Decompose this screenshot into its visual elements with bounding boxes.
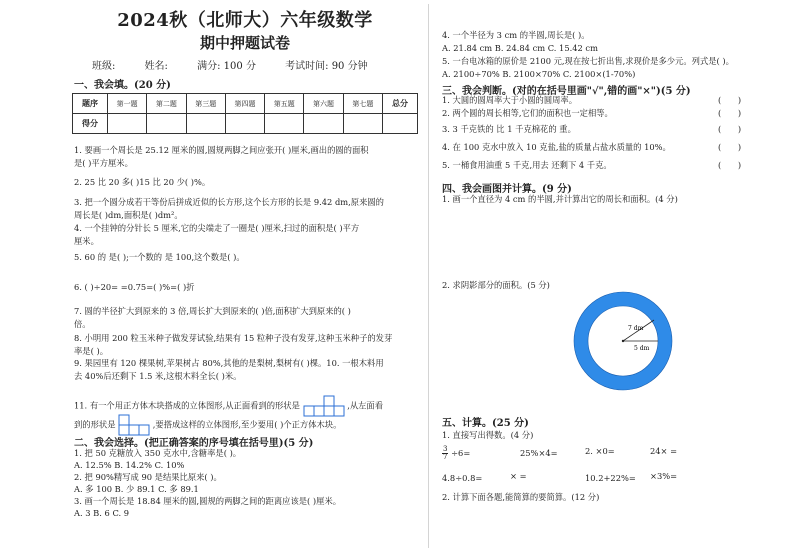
judge-q5-bracket[interactable]: ( ) <box>718 160 742 170</box>
column-divider <box>428 4 429 548</box>
fill-q2: 2. 25 比 20 多( )15 比 20 少( )%。 <box>74 177 211 187</box>
score-col: 第六题 <box>304 94 343 114</box>
calc-item <box>585 446 615 456</box>
exam-title: 2024秋（北师大）六年级数学 <box>117 10 373 31</box>
score-table-score-row <box>73 114 418 134</box>
score-col: 第二题 <box>147 94 186 114</box>
exam-subtitle: 期中押题试卷 <box>199 34 290 52</box>
score-cell[interactable] <box>304 114 343 134</box>
judge-q1-bracket[interactable]: ( ) <box>718 95 742 105</box>
meta-class: 班级: <box>92 61 116 72</box>
draw-q1: 1. 画一个直径为 4 cm 的半圆,并计算出它的周长和面积。(4 分) <box>442 194 678 204</box>
section-1-heading: 一、我会填。(20 分) <box>74 80 171 91</box>
left-view-blocks-icon <box>118 414 150 436</box>
judge-q2: 2. 两个圆的周长相等,它们的面积也一定相等。 <box>442 108 613 118</box>
score-cell[interactable] <box>225 114 264 134</box>
calc-item <box>650 471 677 481</box>
fill-q4-line2: 厘米。 <box>74 236 99 246</box>
judge-q3: 3. 3 千克铁的 比 1 千克棉花的 重。 <box>442 124 576 134</box>
judge-q2-bracket[interactable]: ( ) <box>718 108 742 118</box>
fill-q9-line2: 去 40%后还剩下 1.5 米,这根木料全长( )米。 <box>74 371 242 381</box>
ring-label-inner: 5 dm <box>634 345 650 352</box>
judge-q4-bracket[interactable]: ( ) <box>718 142 742 152</box>
shaded-ring-figure <box>572 290 674 392</box>
meta-time: 考试时间: 90 分钟 <box>285 61 368 72</box>
ring-label-outer: 7 dm <box>628 325 644 332</box>
score-cell[interactable] <box>383 114 418 134</box>
section-2-heading: 二、我会选择。(把正确答案的序号填在括号里)(5 分) <box>74 438 314 449</box>
choice-q1-options: A. 12.5% B. 14.2% C. 10% <box>74 460 185 470</box>
fill-q8-line1: 8. 小明用 200 粒玉米种子做发芽试验,结果有 15 粒种子没有发芽,这种玉米种子的发芽 <box>74 333 393 343</box>
fill-q3-line1: 3. 把一个圆分成若干等份后拼成近似的长方形,这个长方形的长是 9.42 dm,原来圆的 <box>74 197 384 207</box>
fill-q7-line2: 倍。 <box>74 319 91 329</box>
fill-q1-line1: 1. 要画一个周长是 25.12 厘米的圆,圆规两脚之间应张开( )厘米,画出的圆的面积 <box>74 145 369 155</box>
score-col: 第三题 <box>186 94 225 114</box>
calc-item-text: ÷6= <box>451 448 471 458</box>
score-cell[interactable] <box>186 114 225 134</box>
fill-q11-text: 11. 有一个用正方体木块搭成的立体图形,从正面看到的形状是 <box>74 400 300 411</box>
section-4-heading: 四、我会画图并计算。(9 分) <box>442 184 572 195</box>
calc-q2: 2. 计算下面各题,能简算的要简算。(12 分) <box>442 492 600 502</box>
fill-q5: 5. 60 的 是( );一个数的 是 100,这个数是( )。 <box>74 252 245 262</box>
fill-q11-text2: 到的形状是 <box>74 419 116 430</box>
calc-item-text: ×3%= <box>650 471 678 481</box>
score-col: 第五题 <box>265 94 304 114</box>
section-3-heading: 三、我会判断。(对的在括号里画"√",错的画"×")(5 分) <box>442 86 691 97</box>
calc-item <box>510 471 527 481</box>
score-row-label: 题序 <box>73 94 108 114</box>
score-cell[interactable] <box>147 114 186 134</box>
choice-q4: 4. 一个半径为 3 cm 的半圆,周长是( )。 <box>442 30 590 40</box>
choice-q2: 2. 把 90%精写成 90 是结果比原来( )。 <box>74 472 222 482</box>
calc-item-text: × = <box>510 471 527 481</box>
calc-item <box>442 446 470 461</box>
judge-q5: 5. 一桶食用油重 5 千克,用去 还剩下 4 千克。 <box>442 160 612 170</box>
fill-q11-text2-end: ,要搭成这样的立体图形,至少要用( )个正方体木块。 <box>152 419 342 430</box>
draw-q2: 2. 求阴影部分的面积。(5 分) <box>442 280 550 290</box>
choice-q2-options: A. 多 100 B. 少 89.1 C. 多 89.1 <box>74 484 199 494</box>
score-cell[interactable] <box>265 114 304 134</box>
score-total: 总分 <box>383 94 418 114</box>
score-row-label: 得分 <box>73 114 108 134</box>
fill-q4-line1: 4. 一个挂钟的分针长 5 厘米,它的尖端走了一圈是( )厘米,扫过的面积是( )平方 <box>74 223 360 233</box>
judge-q3-bracket[interactable]: ( ) <box>718 124 742 134</box>
section-5-heading: 五、计算。(25 分) <box>442 418 529 429</box>
student-meta <box>92 57 394 72</box>
calc-q1: 1. 直接写出得数。(4 分) <box>442 430 534 440</box>
ring-svg <box>572 290 674 392</box>
judge-q4: 4. 在 100 克水中放入 10 克盐,盐的质量占盐水质量的 10%。 <box>442 142 671 152</box>
choice-q5-options: A. 2100÷70% B. 2100×70% C. 2100×(1-70%) <box>442 69 636 79</box>
calc-item <box>650 446 677 456</box>
calc-item: 10.2+22%= <box>585 473 636 483</box>
fill-q1-line2: 是( )平方厘米。 <box>74 158 133 168</box>
fill-q11-line2 <box>74 414 341 436</box>
choice-q3: 3. 画一个周长是 18.84 厘米的圆,圆规的两脚之间的距离应该是( )厘米。 <box>74 496 342 506</box>
fill-q9-line1: 9. 果园里有 120 棵果树,苹果树占 80%,其他的是梨树,梨树有( )棵。10. 一根木料用 <box>74 358 384 368</box>
fraction: $\frac{3}{7}$ <box>443 445 448 461</box>
score-cell[interactable] <box>108 114 147 134</box>
choice-q4-options: A. 21.84 cm B. 24.84 cm C. 15.42 cm <box>442 43 598 53</box>
fill-q7-line1: 7. 圆的半径扩大到原来的 3 倍,周长扩大到原来的( )倍,面积扩大到原来的( ) <box>74 306 351 316</box>
fill-q8-line2: 率是( )。 <box>74 346 109 356</box>
score-col: 第七题 <box>343 94 382 114</box>
score-table-header-row <box>73 94 418 114</box>
fill-q6: 6. ( )÷20= =0.75=( )%=( )折 <box>74 282 195 292</box>
calc-item-text: 24× = <box>650 446 678 456</box>
meta-full-score: 满分: 100 分 <box>197 61 256 72</box>
calc-item-text: 2. ×0= <box>585 446 615 456</box>
choice-q3-options: A. 3 B. 6 C. 9 <box>74 508 130 518</box>
choice-q1: 1. 把 50 克糖放入 350 克水中,含糖率是( )。 <box>74 448 242 458</box>
score-cell[interactable] <box>343 114 382 134</box>
fill-q3-line2: 周长是( )dm,面积是( )dm²。 <box>74 210 183 220</box>
calc-item: 4.8÷0.8= <box>442 473 483 483</box>
judge-q1: 1. 大圆的圆周率大于小圆的圆周率。 <box>442 95 578 105</box>
meta-name: 姓名: <box>144 61 168 72</box>
score-col: 第四题 <box>225 94 264 114</box>
calc-item: 25%×4= <box>520 448 558 458</box>
score-col: 第一题 <box>108 94 147 114</box>
fill-q11-text-end: ,从左面看 <box>347 400 384 411</box>
score-table <box>72 93 418 134</box>
choice-q5: 5. 一台电冰箱的原价是 2100 元,现在按七折出售,求现价是多少元。列式是( )。 <box>442 56 734 66</box>
